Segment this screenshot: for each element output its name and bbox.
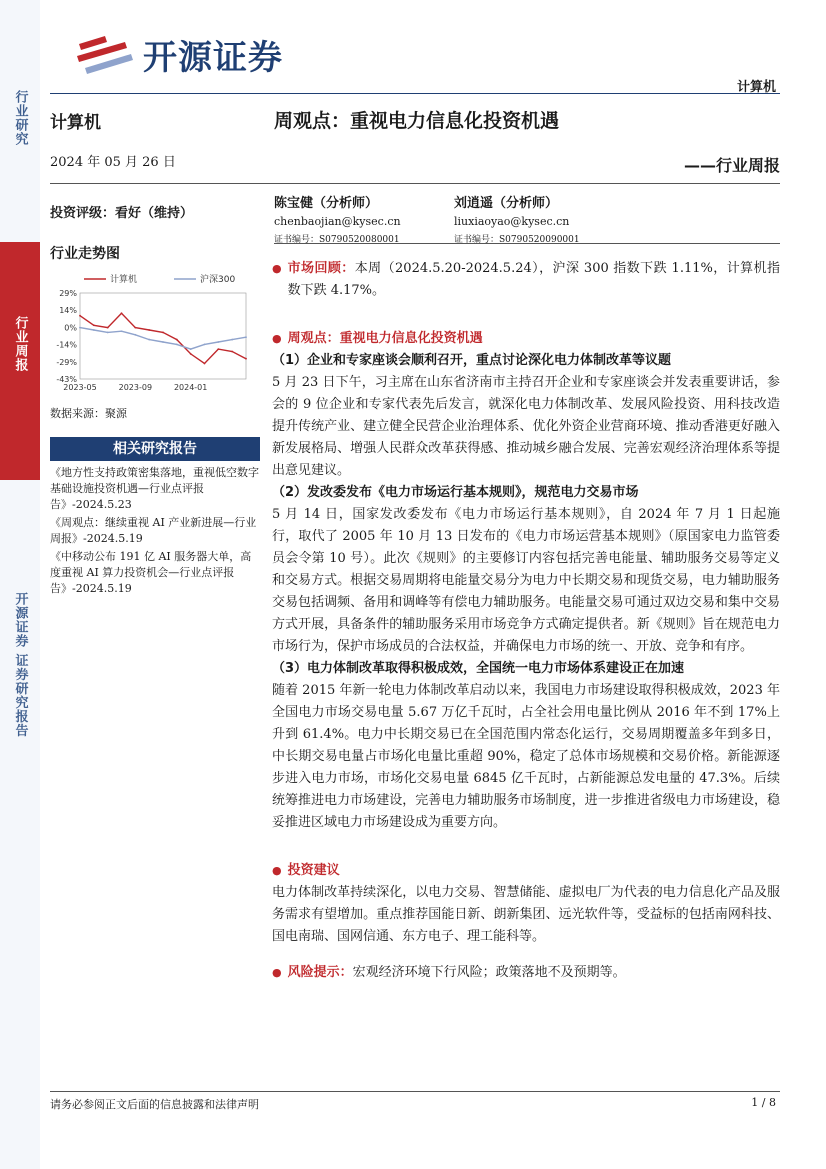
investment-advice-title: 投资建议 <box>287 863 340 878</box>
header-divider <box>50 93 780 94</box>
page-number: 1 / 8 <box>751 1096 776 1109</box>
report-headline: 周观点：重视电力信息化投资机遇 <box>274 110 560 132</box>
analyst-card <box>454 192 634 245</box>
analyst-card <box>274 192 454 245</box>
data-point <box>162 341 164 343</box>
title-divider <box>50 183 780 184</box>
sidebar-label-weekly: 行业周报 <box>12 316 28 372</box>
section-text: 5 月 23 日下午，习主席在山东省济南市主持召开企业和专家座谈会并发表重要讲话，参会的 9 位企业和专家代表先后发言，就深化电力体制改革、发展风险投资、用科技改造提升传统产业、建立健全民营企业治理体系、优化外资企业营商环境、推动香港更好融入新发展格局、增强人民群众改革获得感、推动城乡融合发展、完善宏观经济治理体系等提出意见建议。 <box>272 375 780 478</box>
sidebar <box>0 0 40 1169</box>
report-body <box>272 258 780 984</box>
data-point <box>79 327 81 329</box>
bullet-icon: ● <box>272 262 282 275</box>
data-point <box>245 336 247 338</box>
data-point <box>79 315 81 317</box>
brand-logo <box>75 30 283 79</box>
data-point <box>121 312 123 314</box>
section-heading: （2）发改委发布《电力市场运行基本规则》，规范电力交易市场 <box>272 485 639 500</box>
section-text: 随着 2015 年新一轮电力体制改革启动以来，我国电力市场建设取得积极成效，2023 年全国电力市场交易电量 5.67 万亿千瓦时，占全社会用电量比例从 2016 年不到 17%上升到 61.4%。电力中长期交易已在全国范围内常态化运行，交易周期覆盖多年到多日，中长期交易电量占市场化电量比重超 90%，稳定了总体市场规模和交易价格。新能源逐步进入电力市场，市场化交易电量 6845 亿千瓦时，占新能源总发电量的 47.3%。后续统筹推进电力市场建设，完善电力辅助服务市场制度，进一步推进省级电力市场建设，稳妥推进区域电力市场建设成为重要方向。 <box>272 683 780 830</box>
y-tick-label: 29% <box>59 289 77 298</box>
brand-mark-icon <box>75 34 133 76</box>
data-point <box>176 343 178 345</box>
bullet-icon: ● <box>272 966 282 979</box>
analyst-cert: 证书编号：S0790520080001 <box>274 235 400 245</box>
market-review-text: 本周（2024.5.20-2024.5.24），沪深 300 指数下跌 1.11%，计算机指数下跌 4.17%。 <box>287 261 780 298</box>
chart-source: 数据来源：聚源 <box>50 407 127 420</box>
analyst-email[interactable]: chenbaojian@kysec.cn <box>274 215 401 228</box>
analyst-name: 陈宝健（分析师） <box>274 196 379 211</box>
data-point <box>217 341 219 343</box>
related-report-item[interactable]: 《地方性支持政策密集落地，重视低空数字基础设施投资机遇—行业点评报告》-2024.5.23 <box>50 466 259 511</box>
data-point <box>134 334 136 336</box>
market-review <box>272 258 780 302</box>
y-tick-label: -14% <box>56 340 77 350</box>
data-point <box>231 351 233 353</box>
analyst-email[interactable]: liuxiaoyao@kysec.cn <box>454 215 570 228</box>
section-heading: （1）企业和专家座谈会顺利召开，重点讨论深化电力体制改革等议题 <box>272 353 672 368</box>
bullet-icon: ● <box>272 332 282 345</box>
analyst-block <box>274 192 780 245</box>
data-point <box>107 332 109 334</box>
footer-disclaimer[interactable]: 请务必参阅正文后面的信息披露和法律声明 <box>50 1098 259 1111</box>
weekly-view <box>272 328 780 350</box>
x-tick-label: 2024-01 <box>173 383 208 392</box>
data-point <box>190 348 192 350</box>
x-tick-label: 2023-09 <box>118 383 153 392</box>
trend-chart-svg <box>50 271 250 399</box>
data-point <box>204 343 206 345</box>
report-type: ——行业周报 <box>683 156 780 175</box>
section-heading: （3）电力体制改革取得积极成效，全国统一电力市场体系建设正在加速 <box>272 661 685 676</box>
investment-advice <box>272 860 780 882</box>
brand-name: 开源证券 <box>143 38 283 78</box>
data-point <box>148 329 150 331</box>
data-point <box>93 324 95 326</box>
y-tick-label: 0% <box>64 323 77 333</box>
data-point <box>217 348 219 350</box>
weekly-view-title: 周观点：重视电力信息化投资机遇 <box>287 331 483 346</box>
data-point <box>245 358 247 360</box>
series-line-2 <box>80 328 246 350</box>
related-reports-heading: 相关研究报告 <box>50 437 260 461</box>
left-column <box>50 100 260 599</box>
risk-warning <box>272 962 780 984</box>
sector-title: 计算机 <box>50 113 101 133</box>
y-tick-label: -29% <box>56 357 77 367</box>
trend-chart-title: 行业走势图 <box>50 246 120 262</box>
y-tick-label: 14% <box>59 306 77 316</box>
sidebar-label-brand: 开源证券 证券研究报告 <box>12 592 28 738</box>
analyst-cert: 证书编号：S0790520090001 <box>454 235 580 245</box>
sidebar-section-middle <box>0 242 40 480</box>
series-line-1 <box>80 313 246 363</box>
analyst-divider <box>274 243 780 244</box>
sidebar-section-top <box>0 90 40 146</box>
x-tick-label: 2023-05 <box>63 383 97 392</box>
data-point <box>148 339 150 341</box>
industry-tag: 计算机 <box>736 80 776 95</box>
legend-label: 计算机 <box>110 275 138 285</box>
related-report-item[interactable]: 《中移动公布 191 亿 AI 服务器大单，高度重视 AI 算力投资机会—行业点评报告》-2024.5.19 <box>50 550 252 595</box>
section-text: 5 月 14 日，国家发改委发布《电力市场运行基本规则》，自 2024 年 7 月 1 日起施行，取代了 2005 年 10 月 13 日发布的《电力市场运营基本规则》（原国家电力监管委员会令第 10 号）。此次《规则》的主要修订内容包括完善电能量、辅助服务交易等定义和交易方式。根据交易周期将电能量交易分为电力中长期交易和现货交易，电力辅助服务交易包括调频、备用和调峰等有偿电力辅助服务。电能量交易可通过双边交易和集中交易方式开展，具备条件的辅助服务采用市场竞争方式确定提供者。新《规则》旨在规范电力市场行为，保护市场成员的合法权益，并确保电力市场的统一、开放、竞争和有序。 <box>272 507 780 654</box>
sidebar-label-industry-research: 行业研究 <box>12 90 28 146</box>
related-report-item[interactable]: 《周观点：继续重视 AI 产业新进展—行业周报》-2024.5.19 <box>50 516 257 545</box>
risk-label: 风险提示： <box>287 965 353 980</box>
trend-chart <box>50 271 260 403</box>
legend-label: 沪深300 <box>200 275 236 285</box>
market-review-label: 市场回顾： <box>287 261 355 276</box>
data-point <box>204 363 206 365</box>
data-point <box>121 330 123 332</box>
data-point <box>190 353 192 355</box>
data-point <box>231 339 233 341</box>
footer-divider <box>50 1091 780 1092</box>
analyst-name: 刘逍遥（分析师） <box>454 196 559 211</box>
data-point <box>176 339 178 341</box>
data-point <box>93 329 95 331</box>
data-point <box>107 327 109 329</box>
bullet-icon: ● <box>272 864 282 877</box>
risk-text: 宏观经济环境下行风险；政策落地不及预期等。 <box>352 965 626 980</box>
y-tick-label: -43% <box>56 375 77 384</box>
related-reports-list <box>50 465 260 597</box>
data-point <box>162 332 164 334</box>
report-date: 2024 年 05 月 26 日 <box>50 155 176 170</box>
sidebar-section-bottom <box>0 592 40 738</box>
investment-advice-text: 电力体制改革持续深化，以电力交易、智慧储能、虚拟电厂为代表的电力信息化产品及服务需求有望增加。重点推荐国能日新、朗新集团、远光软件等，受益标的包括南网科技、国电南瑞、国网信通、东方电子、理工能科等。 <box>272 885 780 944</box>
main-header <box>274 100 780 176</box>
investment-rating: 投资评级：看好（维持） <box>50 206 194 221</box>
data-point <box>134 327 136 329</box>
plot-frame <box>80 293 246 379</box>
